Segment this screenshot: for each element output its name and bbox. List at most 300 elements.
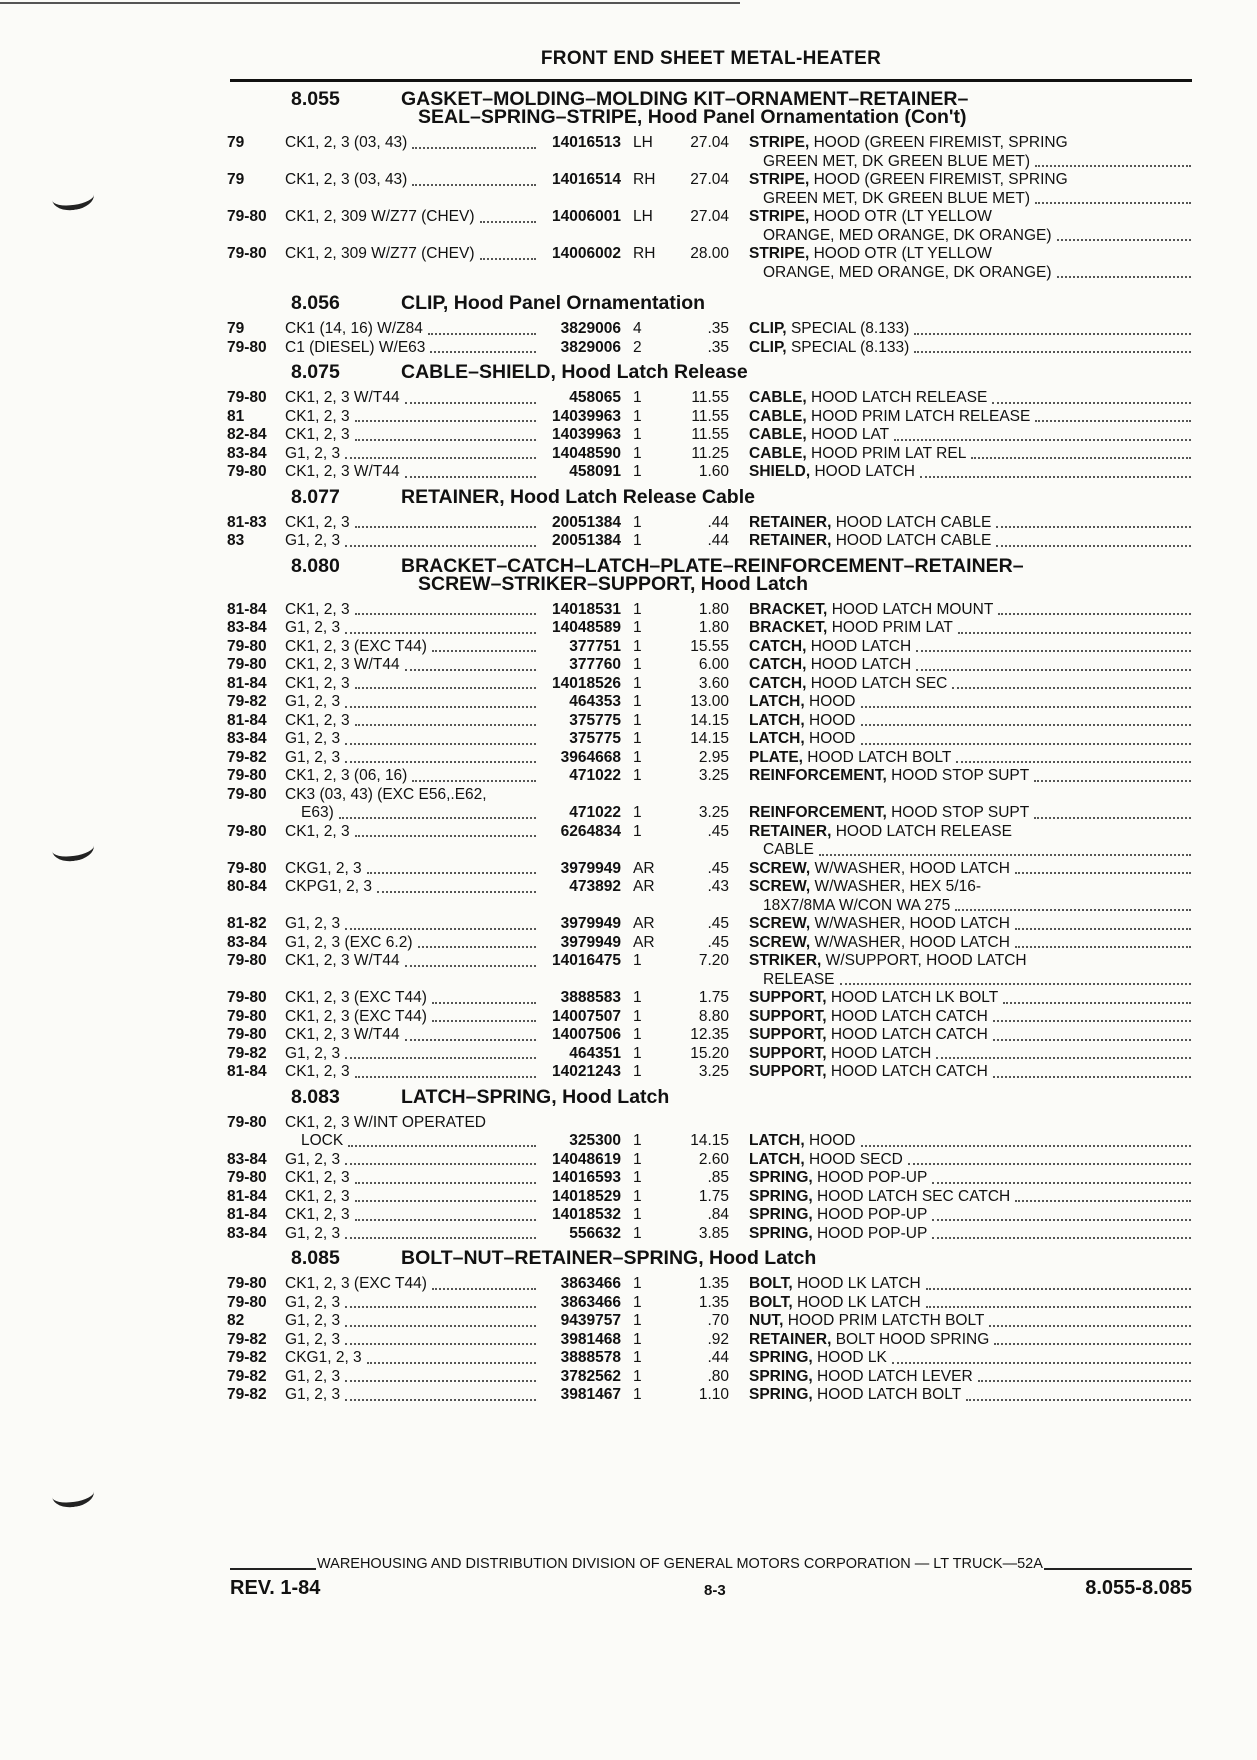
description-line [749, 190, 1195, 209]
description-line [749, 1349, 1195, 1368]
price: 3.60 [698, 674, 729, 692]
section-title-line: BOLT–NUT–RETAINER–SPRING, Hood Latch [401, 1247, 817, 1269]
table-row-line [227, 208, 1195, 227]
part-description [729, 1132, 1195, 1151]
part-description [729, 245, 1195, 264]
leader-dots [355, 1076, 536, 1078]
leader-dots [345, 1306, 536, 1308]
leader-dots [432, 1288, 536, 1290]
description-text: HOOD LATCH [830, 1044, 932, 1062]
model-text: CK1, 2, 309 W/Z77 (CHEV) [285, 245, 475, 262]
model-applicability [285, 860, 540, 879]
description-line [749, 1225, 1195, 1244]
quantity: AR [633, 878, 655, 895]
leader-dots [998, 613, 1191, 615]
part-description [729, 190, 1195, 209]
quantity: 1 [633, 1312, 642, 1329]
year-range: 81-84 [227, 1187, 267, 1205]
description-text: HOOD LK LATCH [796, 1275, 921, 1292]
part-number: 20051384 [552, 532, 621, 549]
price: .35 [707, 320, 729, 337]
leader-dots [412, 147, 536, 149]
leader-dots [993, 1039, 1191, 1041]
part-number-empty [540, 897, 621, 916]
description-text: HOOD LATCH BOLT [817, 1386, 962, 1403]
model-applicability [285, 1331, 540, 1350]
year-range: 81-83 [227, 513, 267, 531]
model-applicability [285, 264, 540, 283]
leader-dots [412, 184, 536, 186]
leader-dots [971, 457, 1191, 459]
quantity-empty [621, 190, 659, 209]
description-line [749, 532, 1195, 551]
price: 3.25 [698, 767, 729, 784]
model-line [285, 134, 540, 153]
part-description [729, 675, 1195, 694]
part-name: RETAINER, [749, 1330, 832, 1348]
table-row [227, 1331, 1195, 1350]
description-line [749, 1275, 1195, 1294]
part-number: 458065 [569, 389, 621, 406]
price: .45 [707, 822, 729, 840]
description-text: HOOD LK LATCH [796, 1293, 921, 1311]
model-line [285, 1312, 540, 1331]
description-line [749, 339, 1195, 358]
model-text: CK1, 2, 3 (EXC T44) [285, 637, 427, 655]
description-text: HOOD PRIM LATCH RELEASE [811, 407, 1031, 425]
model-applicability [285, 730, 540, 749]
leader-dots [428, 333, 536, 335]
section-title-line: RETAINER, Hood Latch Release Cable [401, 485, 755, 508]
description-text: HOOD LATCH CABLE [835, 513, 992, 531]
table-row-line [227, 897, 1195, 916]
part-number: 3981467 [560, 1386, 621, 1403]
part-name: STRIPE, [749, 245, 810, 262]
part-number: 3829006 [560, 338, 621, 356]
part-number-empty [540, 1114, 621, 1133]
description-text: HOOD LATCH SEC [810, 674, 948, 692]
section-number: 8.075 [291, 361, 340, 383]
description-text: HOOD (GREEN FIREMIST, SPRING [813, 134, 1068, 151]
table-row [227, 656, 1195, 675]
model-applicability [285, 190, 540, 209]
model-text: CK1, 2, 3 [285, 426, 350, 443]
footer-rule-left [230, 1568, 316, 1570]
part-description [729, 619, 1195, 638]
model-line [285, 1008, 540, 1027]
description-line [749, 656, 1195, 675]
part-description [729, 767, 1195, 786]
quantity: 1 [633, 1206, 642, 1223]
price: 3.25 [698, 1063, 729, 1080]
description-text: GREEN MET, DK GREEN BLUE MET) [763, 189, 1030, 207]
year-range: 81-84 [227, 600, 267, 618]
part-number: 3979949 [560, 933, 621, 951]
section-range: 8.055-8.085 [1085, 1577, 1192, 1599]
quantity-empty [621, 1114, 659, 1133]
table-row [227, 408, 1195, 427]
table-row [227, 1349, 1195, 1368]
model-text: CK1 (14, 16) W/Z84 [285, 320, 423, 337]
model-applicability [285, 134, 540, 153]
price: .85 [707, 1169, 729, 1186]
part-name: SUPPORT, [749, 1026, 827, 1043]
year-range: 79-80 [227, 637, 267, 655]
model-line [285, 638, 540, 657]
quantity: 4 [633, 320, 642, 337]
model-text: CK1, 2, 3 (03, 43) [285, 171, 408, 188]
description-text: HOOD LATCH [810, 656, 912, 673]
part-number: 14048619 [552, 1150, 621, 1168]
part-description [729, 841, 1195, 860]
part-name: SHIELD, [749, 463, 811, 480]
model-text: CKPG1, 2, 3 [285, 878, 373, 895]
quantity: 1 [633, 407, 642, 425]
section-title-line: SCREW–STRIKER–SUPPORT, Hood Latch [418, 572, 809, 595]
page-number: 8-3 [704, 1582, 726, 1599]
table-row [227, 638, 1195, 657]
price: 1.35 [698, 1293, 729, 1311]
model-applicability [285, 601, 540, 620]
model-line [285, 619, 540, 638]
description-line [749, 408, 1195, 427]
description-text: HOOD POP-UP [817, 1206, 928, 1223]
description-line [749, 1368, 1195, 1387]
year-range: 80-84 [227, 878, 267, 895]
part-description [729, 514, 1195, 533]
price: .45 [707, 915, 729, 932]
model-applicability [285, 638, 540, 657]
description-line [749, 619, 1195, 638]
table-row-line [227, 989, 1195, 1008]
model-text: G1, 2, 3 (EXC 6.2) [285, 933, 413, 951]
year-range: 79-80 [227, 1113, 267, 1131]
leader-dots [355, 613, 536, 615]
model-line [285, 445, 540, 464]
quantity: LH [633, 134, 653, 151]
description-line [749, 1063, 1195, 1082]
description-text: HOOD LATCH RELEASE [835, 822, 1012, 840]
leader-dots [1035, 420, 1191, 422]
part-number: 3888578 [560, 1349, 621, 1366]
part-number-empty [540, 264, 621, 283]
table-row [227, 208, 1195, 245]
description-line [749, 426, 1195, 445]
table-row [227, 915, 1195, 934]
description-line [749, 389, 1195, 408]
part-description [729, 389, 1195, 408]
description-text: W/WASHER, HOOD LATCH [814, 933, 1010, 951]
model-applicability [285, 749, 540, 768]
model-line [285, 860, 540, 879]
quantity: LH [633, 208, 653, 225]
table-row-line [227, 1132, 1195, 1151]
model-text: CK1, 2, 3 [285, 1169, 350, 1186]
part-name: RETAINER, [749, 513, 832, 531]
table-row [227, 532, 1195, 551]
leader-dots [355, 526, 536, 528]
binder-hole-bottom [52, 1482, 92, 1502]
part-name: BOLT, [749, 1293, 793, 1311]
part-number: 375775 [569, 730, 621, 747]
page-title: FRONT END SHEET METAL-HEATER [540, 48, 882, 69]
leader-dots [926, 1306, 1191, 1308]
leader-dots [355, 724, 536, 726]
model-text: C1 (DIESEL) W/E63 [285, 338, 426, 356]
description-text: HOOD LATCH BOLT [807, 748, 952, 766]
leader-dots [367, 1362, 536, 1364]
year-range: 79-80 [227, 785, 267, 803]
leader-dots [926, 1288, 1191, 1290]
description-line [749, 952, 1195, 971]
part-description [729, 1206, 1195, 1225]
leader-dots [430, 351, 536, 353]
part-number: 3863466 [560, 1293, 621, 1311]
leader-dots [956, 761, 1191, 763]
model-line [285, 1331, 540, 1350]
leader-dots [978, 1380, 1191, 1382]
model-applicability [285, 408, 540, 427]
description-text: HOOD (GREEN FIREMIST, SPRING [813, 171, 1068, 188]
table-row-line [227, 320, 1195, 339]
leader-dots [418, 946, 537, 948]
model-text: CK1, 2, 3 (EXC T44) [285, 1275, 427, 1292]
part-name: SCREW, [749, 915, 811, 932]
description-text: 18X7/8MA W/CON WA 275 [763, 896, 951, 914]
model-text: CK1, 2, 3 [285, 600, 350, 618]
price: 3.25 [698, 804, 729, 821]
model-line [285, 320, 540, 339]
model-line [285, 693, 540, 712]
table-row [227, 1368, 1195, 1387]
leader-dots [412, 780, 536, 782]
table-row [227, 1151, 1195, 1170]
table-row [227, 463, 1195, 482]
model-text: CK1, 2, 309 W/Z77 (CHEV) [285, 208, 475, 225]
description-line [749, 712, 1195, 731]
price: 11.55 [691, 426, 729, 443]
section-number: 8.056 [291, 292, 340, 314]
model-text: CK1, 2, 3 (06, 16) [285, 767, 408, 784]
price: .44 [707, 513, 729, 531]
table-row-line [227, 245, 1195, 264]
price: 7.20 [698, 952, 729, 969]
part-number: 377760 [569, 656, 621, 673]
quantity: 1 [633, 674, 642, 692]
model-text: CK1, 2, 3 (EXC T44) [285, 1007, 427, 1025]
model-applicability [285, 389, 540, 408]
leader-dots [345, 706, 536, 708]
description-text: SPECIAL (8.133) [790, 320, 910, 337]
description-text: HOOD [809, 711, 856, 729]
model-text: CK1, 2, 3 W/T44 [285, 463, 400, 480]
section-heading [227, 294, 1195, 312]
part-description [729, 171, 1195, 190]
part-number: 14018532 [552, 1206, 621, 1223]
part-number: 325300 [569, 1132, 621, 1149]
model-text: CK1, 2, 3 [285, 822, 350, 840]
description-line [749, 227, 1195, 246]
model-line [285, 208, 540, 227]
section-title-line: GASKET–MOLDING–MOLDING KIT–ORNAMENT–RETAINER– [401, 88, 969, 110]
model-applicability [285, 934, 540, 953]
description-line [749, 134, 1195, 153]
leader-dots [996, 545, 1191, 547]
table-row-line [227, 514, 1195, 533]
part-name: CABLE, [749, 407, 807, 425]
model-applicability [285, 693, 540, 712]
model-line [285, 1026, 540, 1045]
price: 1.80 [698, 619, 729, 636]
model-applicability [285, 804, 540, 823]
leader-dots [432, 650, 536, 652]
leader-dots [994, 1343, 1191, 1345]
model-text: G1, 2, 3 [285, 748, 341, 766]
table-row [227, 767, 1195, 786]
part-description [729, 1312, 1195, 1331]
year-range: 79-80 [227, 989, 267, 1006]
description-line [749, 675, 1195, 694]
year-range: 83-84 [227, 1150, 267, 1168]
description-line [749, 878, 1195, 897]
model-line [285, 804, 540, 823]
part-description [729, 1114, 1195, 1133]
quantity: 1 [633, 952, 642, 969]
leader-dots [1034, 817, 1191, 819]
description-line [749, 934, 1195, 953]
quantity: 1 [633, 1044, 642, 1062]
model-applicability [285, 463, 540, 482]
model-line [285, 730, 540, 749]
quantity: 1 [633, 619, 642, 636]
description-text: ORANGE, MED ORANGE, DK ORANGE) [763, 226, 1052, 244]
quantity: 1 [633, 767, 642, 784]
leader-dots [861, 724, 1192, 726]
table-row [227, 1045, 1195, 1064]
model-text: CKG1, 2, 3 [285, 859, 362, 877]
price-empty [659, 227, 729, 246]
part-number: 14039963 [552, 426, 621, 443]
quantity: 1 [633, 1187, 642, 1205]
part-description [729, 730, 1195, 749]
model-line [285, 389, 540, 408]
part-name: SUPPORT, [749, 1007, 827, 1025]
part-name: CLIP, [749, 320, 787, 337]
model-text: E63) [301, 804, 334, 821]
leader-dots [405, 402, 536, 404]
section-heading [227, 363, 1195, 381]
description-line [749, 1151, 1195, 1170]
part-number: 14018529 [552, 1187, 621, 1205]
model-text: LOCK [301, 1132, 344, 1149]
year-range: 79-80 [227, 1169, 267, 1186]
part-number: 14021243 [552, 1063, 621, 1080]
leader-dots [894, 439, 1191, 441]
year-range: 79-80 [227, 245, 267, 262]
table-row-line [227, 730, 1195, 749]
leader-dots [345, 1399, 536, 1401]
model-applicability [285, 971, 540, 990]
year-range: 83-84 [227, 933, 267, 951]
leader-dots [958, 632, 1191, 634]
model-applicability [285, 1008, 540, 1027]
quantity: AR [633, 933, 655, 951]
part-number: 377751 [569, 637, 621, 655]
model-text: CK1, 2, 3 [285, 1063, 350, 1080]
leader-dots [992, 402, 1191, 404]
model-applicability [285, 1063, 540, 1082]
part-name: CLIP, [749, 338, 787, 356]
quantity-empty [621, 971, 659, 990]
model-line [285, 339, 540, 358]
part-name: SPRING, [749, 1367, 813, 1385]
quantity: 1 [633, 804, 642, 821]
quantity: 1 [633, 730, 642, 747]
leader-dots [339, 817, 536, 819]
part-description [729, 693, 1195, 712]
year-range: 79-82 [227, 693, 267, 710]
price: 14.15 [690, 730, 729, 747]
part-name: PLATE, [749, 748, 803, 766]
year-range: 79-80 [227, 389, 267, 406]
leader-dots [819, 854, 1191, 856]
table-row-line [227, 934, 1195, 953]
price: 27.04 [690, 171, 729, 188]
description-text: W/WASHER, HEX 5/16- [814, 878, 981, 895]
section-title-line: SEAL–SPRING–STRIPE, Hood Panel Ornamentation (Con't) [418, 106, 967, 128]
year-range: 79-82 [227, 1044, 267, 1062]
leader-dots [840, 983, 1191, 985]
table-row [227, 1312, 1195, 1331]
table-row-line [227, 463, 1195, 482]
footer-division-text: WAREHOUSING AND DISTRIBUTION DIVISION OF GENERAL MOTORS CORPORATION — LT TRUCK—52A [317, 1556, 1043, 1572]
model-applicability [285, 878, 540, 897]
price: 6.00 [698, 656, 729, 673]
table-row-line [227, 749, 1195, 768]
leader-dots [345, 457, 536, 459]
part-name: SPRING, [749, 1386, 813, 1403]
year-range: 81-82 [227, 915, 267, 932]
year-range: 79 [227, 134, 245, 151]
model-line [285, 1169, 540, 1188]
catalog-section [227, 363, 1195, 482]
description-line [749, 897, 1195, 916]
model-line [285, 749, 540, 768]
part-number: 14016513 [552, 134, 621, 151]
table-row [227, 514, 1195, 533]
part-number-empty [540, 841, 621, 860]
description-text: HOOD PRIM LAT [831, 619, 953, 636]
part-description [729, 712, 1195, 731]
part-description [729, 897, 1195, 916]
quantity: AR [633, 915, 655, 932]
description-text: BOLT HOOD SPRING [835, 1330, 990, 1348]
leader-dots [355, 1219, 536, 1221]
leader-dots [367, 872, 536, 874]
part-number: 20051384 [552, 513, 621, 531]
part-name: SPRING, [749, 1169, 813, 1186]
leader-dots [355, 835, 536, 837]
model-applicability [285, 897, 540, 916]
year-range: 79-82 [227, 748, 267, 766]
catalog-section [227, 90, 1195, 282]
model-line [285, 1386, 540, 1405]
leader-dots [355, 1182, 536, 1184]
table-row [227, 245, 1195, 282]
model-text: G1, 2, 3 [285, 730, 341, 747]
part-number: 3981468 [560, 1330, 621, 1348]
leader-dots [345, 743, 536, 745]
